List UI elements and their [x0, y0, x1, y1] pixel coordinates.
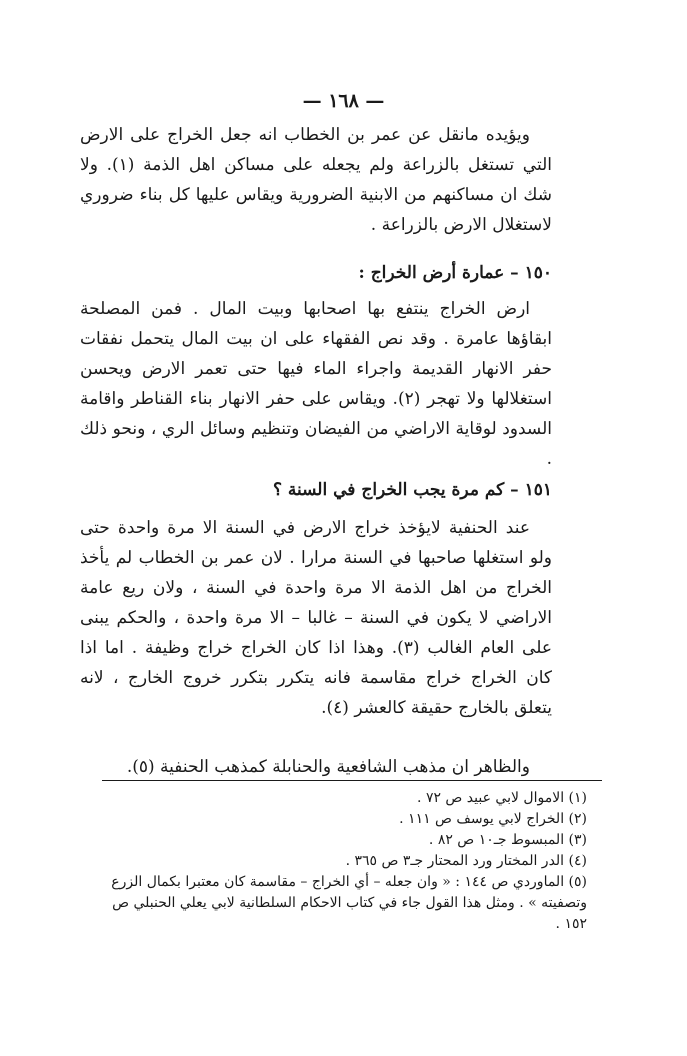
footnote-2: (٢) الخراج لابي يوسف ص ١١١ .	[399, 811, 587, 827]
footnote-3: (٣) المبسوط جـ١٠ ص ٨٢ .	[428, 832, 587, 848]
footnote-1: (١) الاموال لابي عبيد ص ٧٢ .	[417, 790, 587, 806]
page-number: — ١٦٨ —	[302, 90, 385, 112]
section-150	[80, 258, 552, 474]
section-151	[80, 475, 552, 723]
footnote-divider	[102, 780, 602, 781]
text-block-conclusion	[80, 752, 552, 782]
heading-150: ١٥٠ – عمارة أرض الخراج :	[358, 263, 552, 283]
text-block-intro	[80, 120, 552, 240]
heading-151: ١٥١ – كم مرة يجب الخراج في السنة ؟	[272, 480, 552, 500]
paragraph-1: ويؤيده مانقل عن عمر بن الخطاب انه جعل الخراج على الارض التي تستغل بالزراعة ولم يجعله على مساكن اهل الذمة (١). ولا شك ان مساكنهم من الابنية الضرورية ويقاس عليها كل بناء ضروري لاستغلال الارض بالزراعة .	[80, 125, 552, 235]
paragraph-2: ارض الخراج ينتفع بها اصحابها وبيت المال . فمن المصلحة ابقاؤها عامرة . وقد نص الفقهاء على ان بيت المال يتحمل نفقات حفر الانهار القديمة واجراء الماء فيها حتى تعمر الارض ويحسن استغلالها ولا تهجر (٢). ويقاس على حفر الانهار بناء القناطر واقامة السدود لوقاية الاراضي من الفيضان وتنظيم وسائل الري ، ونحو ذلك .	[80, 299, 552, 469]
paragraph-3: عند الحنفية لايؤخذ خراج الارض في السنة الا مرة واحدة حتى ولو استغلها صاحبها في السنة مرارا . لان عمر بن الخطاب لم يأخذ الخراج من اهل الذمة الا مرة واحدة في السنة ، ولان ريع عامة الاراضي لا يكون في السنة – غالبا – الا مرة واحدة ، والحكم يبنى على العام الغالب (٣). وهذا اذا كان الخراج خراج وظيفة . اما اذا كان الخراج خراج مقاسمة فانه يتكرر بتكرر خروج الخارج ، لانه يتعلق بالخارج حقيقة كالعشر (٤).	[80, 518, 552, 718]
footnote-5: (٥) الماوردي ص ١٤٤ : « وان جعله – أي الخراج – مقاسمة كان معتبرا بكمال الزرع وتصفيته » . ومثل هذا القول جاء في كتاب الاحكام السلطانية لابي يعلي الحنبلي ص ١٥٢ .	[111, 874, 587, 932]
footnote-4: (٤) الدر المختار ورد المحتار جـ٣ ص ٣٦٥ .	[345, 853, 587, 869]
footnotes	[110, 788, 587, 935]
paragraph-4: والظاهر ان مذهب الشافعية والحنابلة كمذهب الحنفية (٥).	[126, 757, 530, 777]
